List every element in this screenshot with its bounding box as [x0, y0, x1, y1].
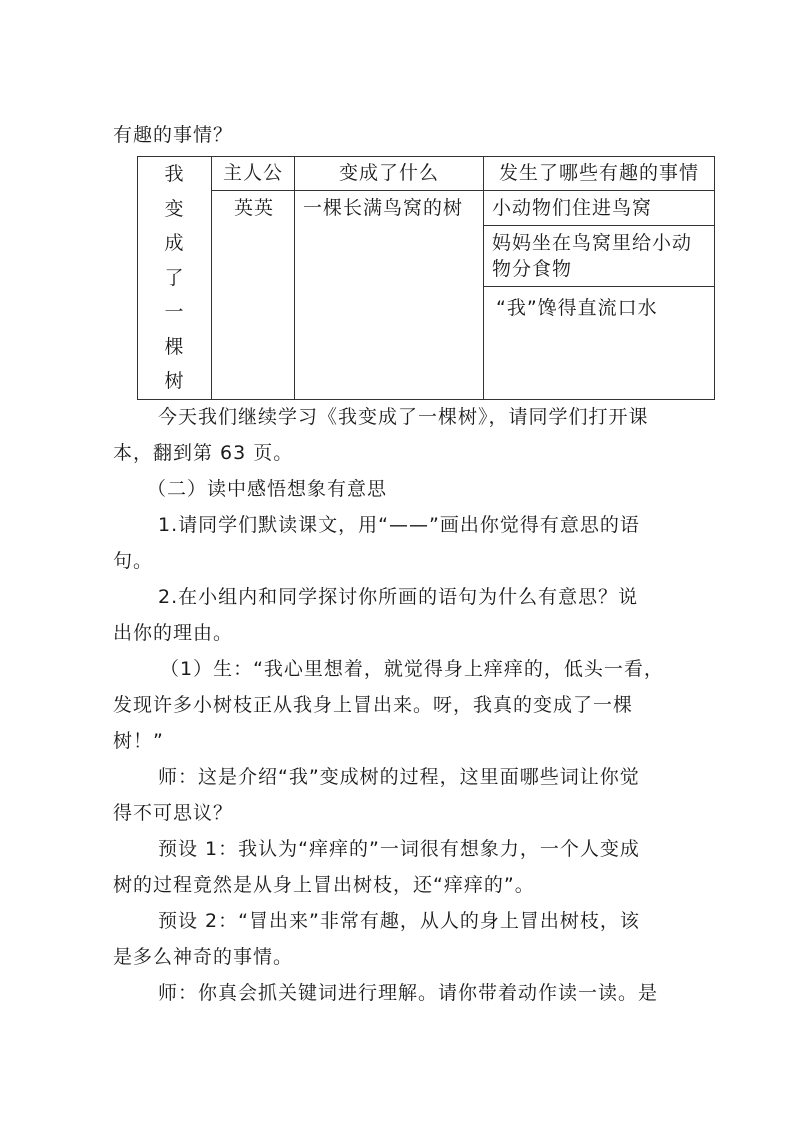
paragraph-line: 今天我们继续学习《我变成了一棵树》，请同学们打开课: [158, 406, 649, 428]
cell-protagonist: 英英: [212, 191, 295, 400]
paragraph-line: 树的过程竟然是从身上冒出树枝，还“痒痒的”。: [113, 874, 535, 896]
paragraph-line: 预设 1：我认为“痒痒的”一词很有想象力，一个人变成: [158, 838, 640, 860]
paragraph-line: 得不可思议？: [113, 802, 234, 824]
header-became: 变成了什么: [295, 157, 484, 191]
paragraph-line: 师：这是介绍“我”变成树的过程，这里面哪些词让你觉: [158, 766, 640, 788]
paragraph-line: 出你的理由。: [113, 622, 234, 644]
paragraph-line: 1.请同学们默读课文，用“——”画出你觉得有意思的语: [158, 514, 640, 536]
paragraph-line: 本，翻到第 63 页。: [113, 442, 294, 464]
story-table: [137, 156, 715, 400]
section-heading: （二）读中感悟想象有意思: [147, 478, 388, 500]
title-char: 棵: [164, 335, 185, 358]
event-item: 小动物们住进鸟窝: [484, 191, 714, 226]
paragraph-line: 发现许多小树枝正从我身上冒出来。呀，我真的变成了一棵: [113, 694, 634, 716]
cell-events: [484, 191, 715, 400]
table-title-vertical: [138, 157, 212, 400]
paragraph-line: 句。: [113, 550, 154, 572]
paragraph-line: 预设 2：“冒出来”非常有趣，从人的身上冒出树枝，该: [158, 910, 640, 932]
event-item: “我”馋得直流口水: [496, 297, 658, 319]
paragraph-line: 师：你真会抓关键词进行理解。请你带着动作读一读。是: [158, 982, 659, 1004]
cell-became: 一棵长满鸟窝的树: [295, 191, 484, 400]
event-item: 妈妈坐在鸟窝里给小动物分食物: [484, 226, 714, 287]
title-char: 我: [164, 163, 185, 185]
paragraph-line: 2.在小组内和同学探讨你所画的语句为什么有意思？说: [158, 586, 639, 608]
title-char: 成: [164, 232, 185, 254]
header-events: 发生了哪些有趣的事情: [484, 157, 715, 191]
title-char: 一: [164, 301, 185, 323]
paragraph-line: 树！”: [113, 730, 164, 752]
title-char: 变: [164, 197, 185, 220]
intro-line: 有趣的事情？: [113, 124, 234, 146]
title-char: 了: [164, 266, 185, 289]
title-char: 树: [164, 370, 185, 392]
paragraph-line: 是多么神奇的事情。: [113, 946, 294, 968]
paragraph-line: （1）生：“我心里想着，就觉得身上痒痒的，低头一看，: [160, 658, 664, 680]
header-protagonist: 主人公: [212, 157, 295, 191]
